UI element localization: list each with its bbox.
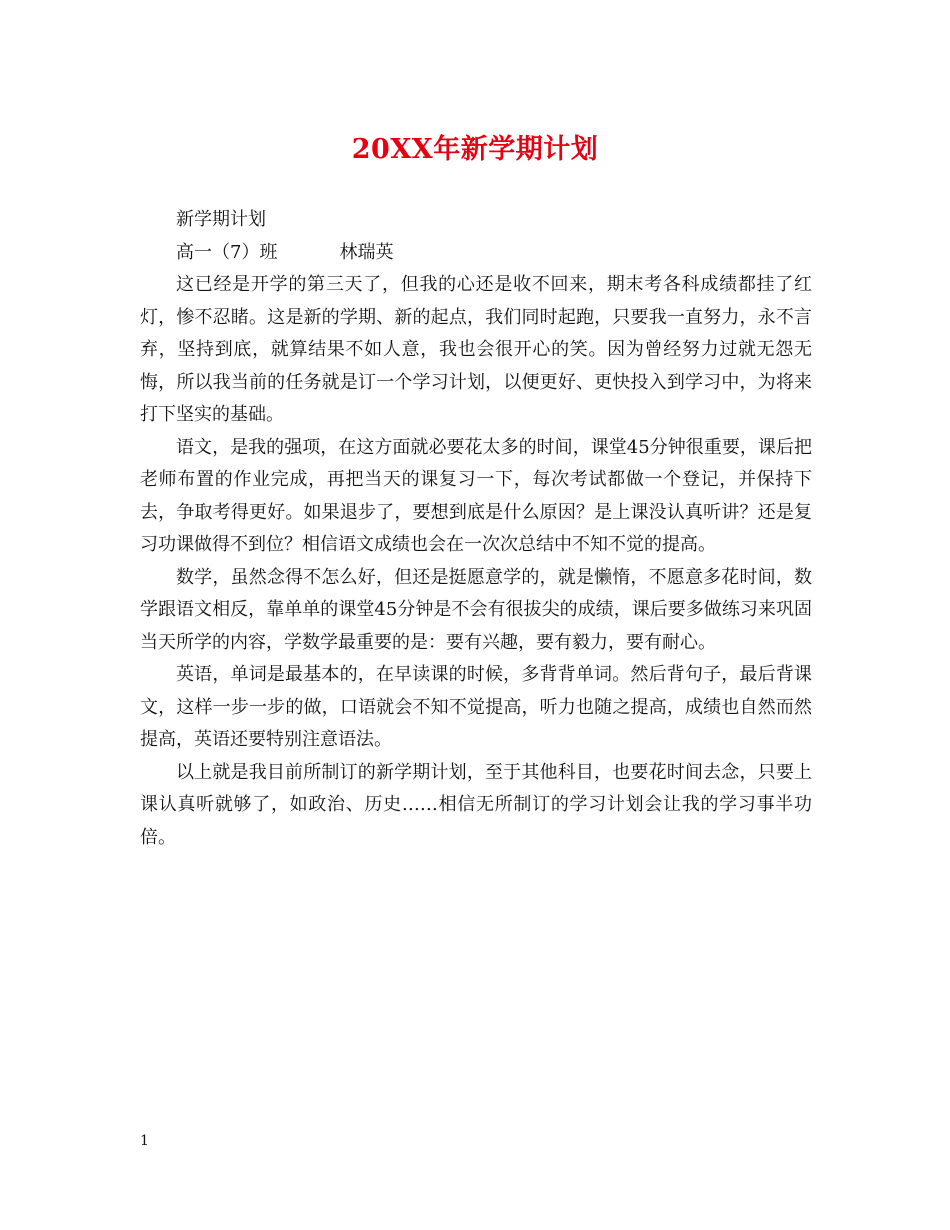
paragraph-chinese: 语文，是我的强项，在这方面就必要花太多的时间，课堂45分钟很重要，课后把老师布置的作业完成，再把当天的课复习一下，每次考试都做一个登记，并保持下去，争取考得更好。如果退步了，要想到底是什么原因？是上课没认真听讲？还是复习功课做得不到位？相信语文成绩也会在一次次总结中不知不觉的提高。 — [140, 436, 812, 555]
class-label: 高一（7）班 — [176, 241, 278, 263]
document-body — [140, 204, 812, 854]
paragraph-conclusion: 以上就是我目前所制订的新学期计划，至于其他科目，也要花时间去念，只要上课认真听就够了，如政治、历史……相信无所制订的学习计划会让我的学习事半功倍。 — [140, 761, 812, 848]
paragraph-english: 英语，单词是最基本的，在早读课的时候，多背背单词。然后背句子，最后背课文，这样一步一步的做，口语就会不知不觉提高，听力也随之提高，成绩也自然而然提高，英语还要特别注意语法。 — [140, 664, 812, 750]
author-name: 林瑞英 — [339, 241, 394, 263]
author-line — [140, 237, 812, 270]
document-subtitle: 新学期计划 — [176, 209, 266, 230]
document-title: 20XX年新学期计划 — [351, 134, 599, 165]
paragraph-math: 数学，虽然念得不怎么好，但还是挺愿意学的，就是懒惰，不愿意多花时间，数学跟语文相反，靠单单的课堂45分钟是不会有很拔尖的成绩，课后要多做练习来巩固当天所学的内容，学数学最重要的是：要有兴趣，要有毅力，要有耐心。 — [140, 566, 812, 653]
page-number: 1 — [140, 1133, 149, 1149]
paragraph-intro: 这已经是开学的第三天了，但我的心还是收不回来，期末考各科成绩都挂了红灯，惨不忍睹。这是新的学期、新的起点，我们同时起跑，只要我一直努力，永不言弃，坚持到底，就算结果不如人意，我也会很开心的笑。因为曾经努力过就无怨无悔，所以我当前的任务就是订一个学习计划，以便更好、更快投入到学习中，为将来打下坚实的基础。 — [140, 274, 812, 425]
